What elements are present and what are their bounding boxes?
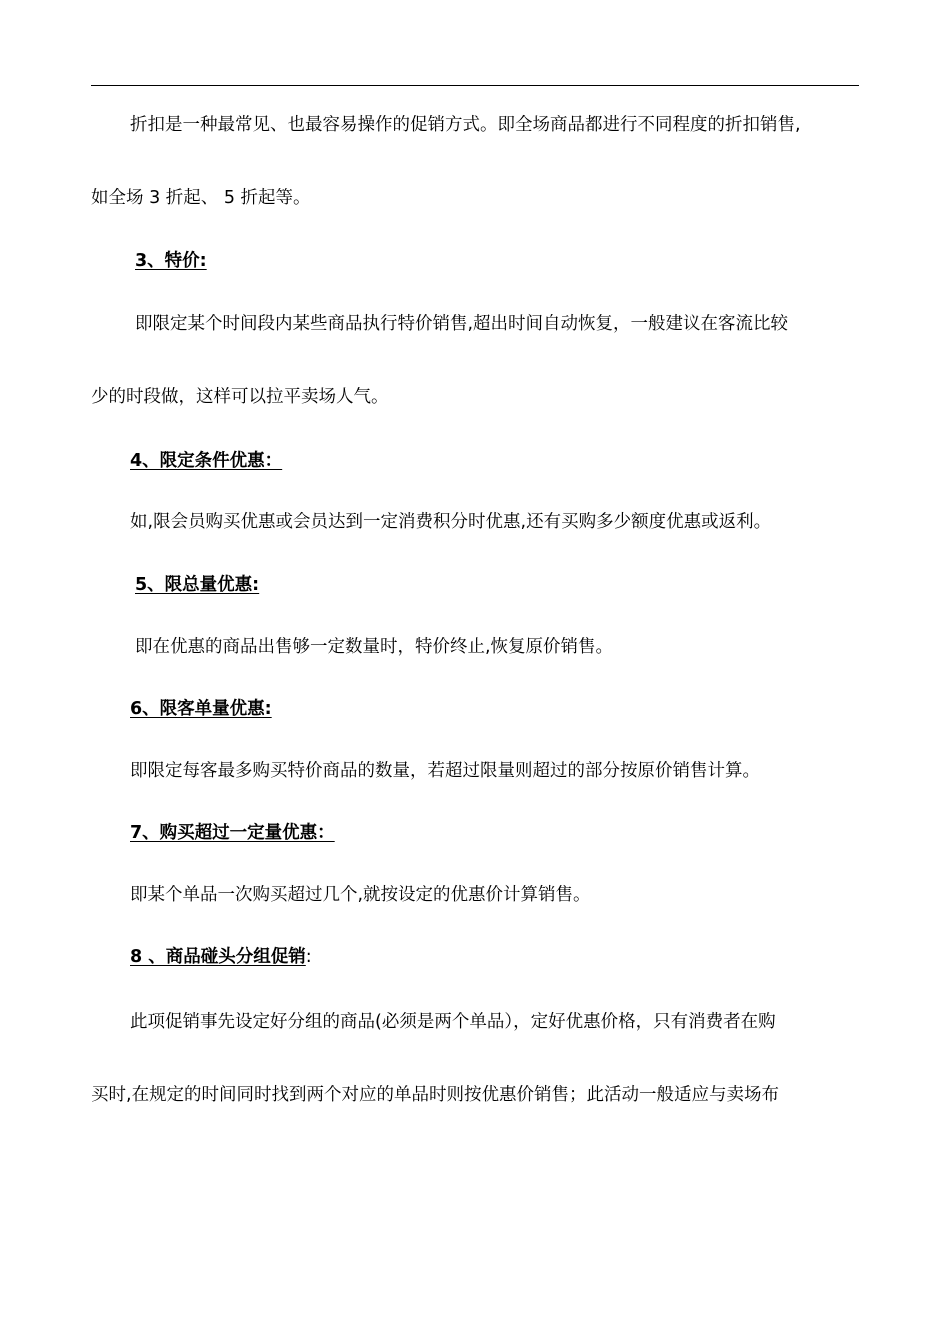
section-heading: 6、限客单量优惠:	[130, 699, 272, 719]
paragraph-line: 如全场 3 折起、 5 折起等。	[91, 188, 311, 208]
header-rule	[91, 85, 859, 86]
paragraph-line: 即某个单品一次购买超过几个,就按设定的优惠价计算销售。	[130, 885, 591, 905]
section-heading: 3、特价:	[135, 251, 207, 271]
section-heading: 8 、商品碰头分组促销	[130, 947, 306, 967]
section-heading-row	[130, 945, 312, 969]
section-heading: 4、限定条件优惠：	[130, 451, 283, 471]
paragraph-line: 即在优惠的商品出售够一定数量时，特价终止,恢复原价销售。	[135, 637, 614, 657]
paragraph-line: 即限定每客最多购买特价商品的数量，若超过限量则超过的部分按原价销售计算。	[130, 761, 760, 781]
paragraph-line: 少的时段做，这样可以拉平卖场人气。	[91, 387, 389, 407]
paragraph-line: 即限定某个时间段内某些商品执行特价销售,超出时间自动恢复，一般建议在客流比较	[135, 314, 789, 334]
paragraph-line: 如,限会员购买优惠或会员达到一定消费积分时优惠,还有买购多少额度优惠或返利。	[130, 512, 772, 532]
paragraph-line: 此项促销事先设定好分组的商品(必须是两个单品），定好优惠价格，只有消费者在购	[130, 1012, 776, 1032]
paragraph-line: 买时,在规定的时间同时找到两个对应的单品时则按优惠价销售；此活动一般适应与卖场布	[91, 1085, 780, 1105]
section-heading: 7、购买超过一定量优惠：	[130, 823, 335, 843]
heading-colon: :	[305, 947, 312, 967]
paragraph-line: 折扣是一种最常见、也最容易操作的促销方式。即全场商品都进行不同程度的折扣销售,	[130, 115, 801, 135]
section-heading: 5、限总量优惠:	[135, 575, 260, 595]
